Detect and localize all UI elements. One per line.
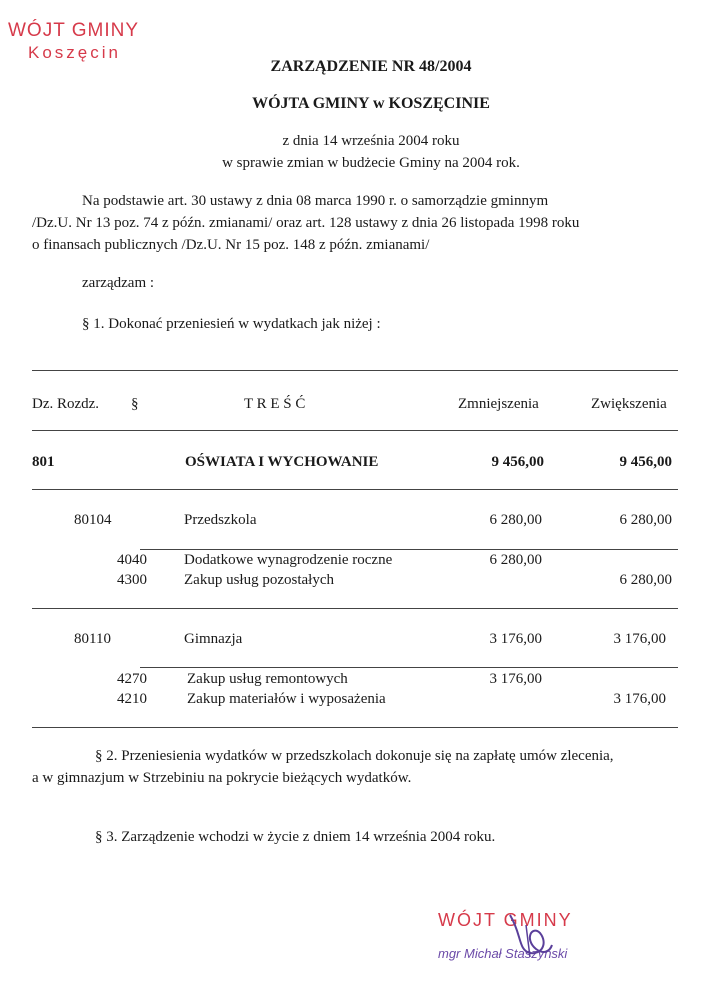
table-rule <box>32 370 678 371</box>
chapter-code: 80104 <box>74 512 112 528</box>
signature-stamp-name: mgr Michał Staszyński <box>438 946 568 961</box>
chapter-increase: 3 176,00 <box>613 631 666 647</box>
legal-basis-line: Na podstawie art. 30 ustawy z dnia 08 marca 1990 r. o samorządzie gminnym <box>82 193 549 209</box>
header-decrease: Zmniejszenia <box>458 396 539 412</box>
chapter-decrease: 6 280,00 <box>489 512 542 528</box>
header-dz-rozdz: Dz. Rozdz. <box>32 396 100 412</box>
chapter-decrease: 3 176,00 <box>489 631 542 647</box>
item-paragraph: 4300 <box>117 572 147 588</box>
item-increase: 3 176,00 <box>613 691 666 707</box>
document-subtitle: WÓJTA GMINY w KOSZĘCINIE <box>252 95 490 112</box>
decree-text: zarządzam : <box>82 275 155 291</box>
stamp-office-location: Koszęcin <box>28 43 121 62</box>
signature-stamp-title: WÓJT GMINY <box>438 910 573 930</box>
dept-name: OŚWIATA I WYCHOWANIE <box>185 454 379 470</box>
table-rule <box>140 549 678 550</box>
item-decrease: 3 176,00 <box>489 671 542 687</box>
table-rule <box>32 430 678 431</box>
chapter-name: Przedszkola <box>184 512 257 528</box>
section-3-text: § 3. Zarządzenie wchodzi w życie z dniem 14 września 2004 roku. <box>95 829 496 845</box>
table-rule <box>32 608 678 609</box>
chapter-name: Gimnazja <box>184 631 243 647</box>
table-rule <box>140 667 678 668</box>
item-increase: 6 280,00 <box>619 572 672 588</box>
item-decrease: 6 280,00 <box>489 552 542 568</box>
legal-basis-line: /Dz.U. Nr 13 poz. 74 z późn. zmianami/ oraz art. 128 ustawy z dnia 26 listopada 1998 roku <box>32 215 580 231</box>
section-2-text: a w gimnazjum w Strzebiniu na pokrycie bieżących wydatków. <box>32 770 412 786</box>
document-date: z dnia 14 września 2004 roku <box>282 133 460 149</box>
dept-increase: 9 456,00 <box>619 454 672 470</box>
handwritten-signature <box>500 905 560 965</box>
document-subject: w sprawie zmian w budżecie Gminy na 2004 rok. <box>222 155 520 171</box>
item-paragraph: 4270 <box>117 671 147 687</box>
item-name: Zakup materiałów i wyposażenia <box>187 691 386 707</box>
item-name: Zakup usług pozostałych <box>184 572 334 588</box>
table-rule <box>32 727 678 728</box>
chapter-code: 80110 <box>74 631 111 647</box>
item-paragraph: 4040 <box>117 552 147 568</box>
item-paragraph: 4210 <box>117 691 147 707</box>
item-name: Zakup usług remontowych <box>187 671 348 687</box>
document-title: ZARZĄDZENIE NR 48/2004 <box>270 58 472 75</box>
dept-decrease: 9 456,00 <box>491 454 544 470</box>
header-content: T R E Ś Ć <box>244 396 306 412</box>
legal-basis-line: o finansach publicznych /Dz.U. Nr 15 poz. 148 z późn. zmianami/ <box>32 237 430 253</box>
section-1-text: § 1. Dokonać przeniesień w wydatkach jak niżej : <box>82 316 381 332</box>
dept-code: 801 <box>32 454 55 470</box>
stamp-office-title: WÓJT GMINY <box>8 20 140 41</box>
item-name: Dodatkowe wynagrodzenie roczne <box>184 552 393 568</box>
section-2-text: § 2. Przeniesienia wydatków w przedszkolach dokonuje się na zapłatę umów zlecenia, <box>95 748 614 764</box>
header-increase: Zwiększenia <box>591 396 667 412</box>
table-rule <box>32 489 678 490</box>
header-paragraph: § <box>131 396 139 412</box>
chapter-increase: 6 280,00 <box>619 512 672 528</box>
